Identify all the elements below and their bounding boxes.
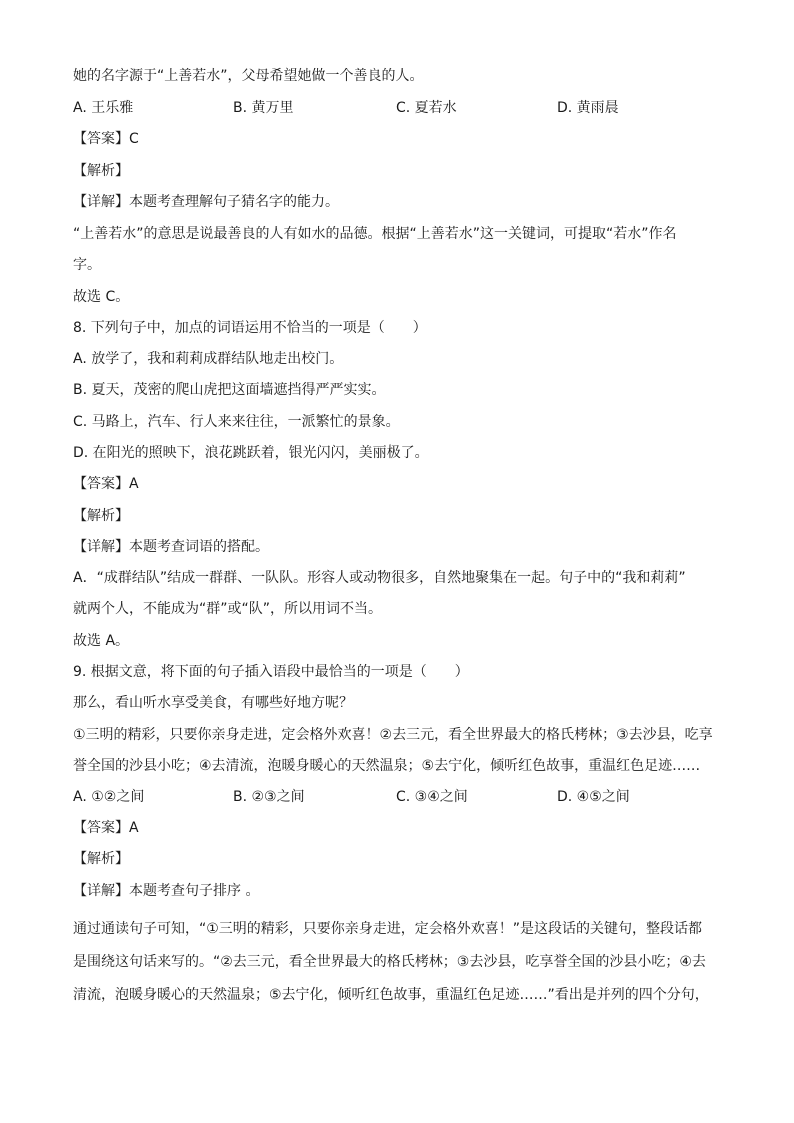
q7-option-c: C. 夏若水 [396, 100, 457, 116]
q9-option-b: B. ②③之间 [233, 789, 305, 805]
q7-explanation-line-2: 字。 [73, 257, 101, 273]
q8-option-b: B. 夏天，茂密的爬山虎把这面墙遮挡得严严实实。 [73, 382, 386, 398]
q9-option-a: A. ①②之间 [73, 789, 145, 805]
q9-option-d: D. ④⑤之间 [557, 789, 630, 805]
q8-explanation-line-2: 就两个人，不能成为“群”或“队”，所以用词不当。 [73, 601, 383, 617]
q8-option-c: C. 马路上，汽车、行人来来往往，一派繁忙的景象。 [73, 414, 400, 430]
q9-passage-line-1: ①三明的精彩，只要你亲身走进，定会格外欢喜！②去三元，看全世界最大的格氏栲林；③去沙县，吃享 [73, 727, 713, 743]
q9-detail: 【详解】本题考查句子排序 。 [73, 883, 260, 899]
q9-insert-sentence: 那么，看山听水享受美食，有哪些好地方呢？ [73, 695, 353, 711]
q9-passage-line-2: 誉全国的沙县小吃；④去清流，泡暖身暖心的天然温泉；⑤去宁化，倾听红色故事，重温红色足迹…… [73, 758, 701, 774]
q7-conclusion: 故选 C。 [73, 289, 130, 305]
q7-option-d: D. 黄雨晨 [557, 100, 619, 116]
q8-explanation-line-1: A．“成群结队”结成一群群、一队队。形容人或动物很多，自然地聚集在一起。句子中的“我和莉莉” [73, 570, 686, 586]
q9-explanation-line-3: 清流，泡暖身暖心的天然温泉；⑤去宁化，倾听红色故事，重温红色足迹……”看出是并列的四个分句， [73, 987, 709, 1003]
q9-explanation-line-2: 是围绕这句话来写的。“②去三元，看全世界最大的格氏栲林；③去沙县，吃享誉全国的沙县小吃；④去 [73, 954, 706, 970]
q8-detail: 【详解】本题考查词语的搭配。 [73, 539, 269, 555]
q8-analysis-label: 【解析】 [73, 508, 129, 524]
q9-analysis-label: 【解析】 [73, 851, 129, 867]
q7-option-a: A. 王乐雅 [73, 100, 134, 116]
q9-explanation-line-1: 通过通读句子可知，“①三明的精彩，只要你亲身走进，定会格外欢喜！”是这段话的关键句，整段话都 [73, 921, 703, 937]
q7-explanation-line-1: “上善若水”的意思是说最善良的人有如水的品德。根据“上善若水”这一关键词，可提取“若水”作名 [73, 226, 677, 242]
q7-stem-tail: 她的名字源于“上善若水”，父母希望她做一个善良的人。 [73, 68, 424, 84]
q8-stem: 8. 下列句子中，加点的词语运用不恰当的一项是（ ） [73, 320, 427, 336]
q8-option-d: D. 在阳光的照映下，浪花跳跃着，银光闪闪，美丽极了。 [73, 445, 429, 461]
q8-answer: 【答案】A [73, 476, 139, 492]
q7-analysis-label: 【解析】 [73, 163, 129, 179]
q9-stem: 9. 根据文意，将下面的句子插入语段中最恰当的一项是（ ） [73, 664, 469, 680]
q8-option-a: A. 放学了，我和莉莉成群结队地走出校门。 [73, 351, 344, 367]
q7-answer: 【答案】C [73, 131, 139, 147]
q9-option-c: C. ③④之间 [396, 789, 468, 805]
q9-answer: 【答案】A [73, 820, 139, 836]
q7-detail: 【详解】本题考查理解句子猜名字的能力。 [73, 194, 339, 210]
q8-conclusion: 故选 A。 [73, 633, 130, 649]
q7-option-b: B. 黄万里 [233, 100, 294, 116]
